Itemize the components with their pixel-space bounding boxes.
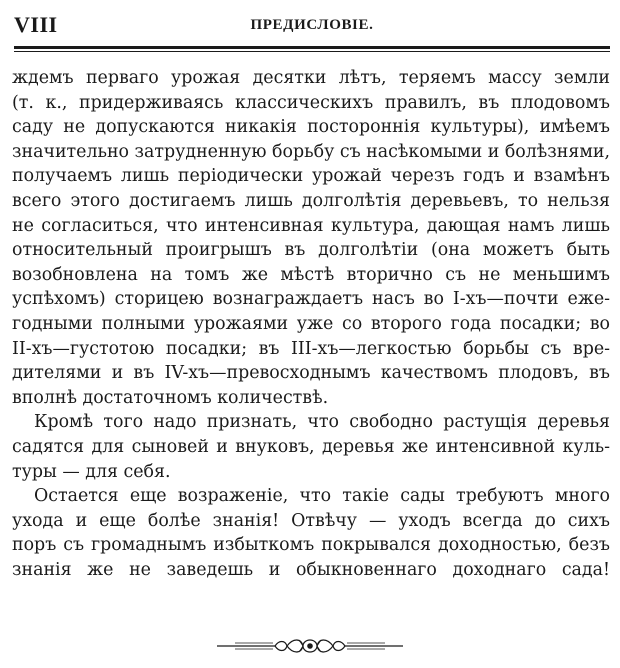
text-line: возобновлена на томъ же мѣстѣ вторично съ не меньшимъ xyxy=(12,264,610,285)
text-line: всего этого достигаемъ лишь долголѣтія деревьевъ, то нельзя xyxy=(12,190,610,211)
tailpiece-ornament-icon xyxy=(215,636,405,656)
text-line: получаемъ лишь періодически урожай черезъ годъ и взамѣнъ xyxy=(12,166,610,187)
text-line: вполнѣ достаточномъ количествѣ. xyxy=(12,387,329,408)
body-text xyxy=(12,66,610,582)
running-title: ПРЕДИСЛОВІЕ. xyxy=(250,17,374,33)
text-line: садятся для сыновей и внуковъ, деревья же интенсивной куль- xyxy=(12,436,610,457)
text-line: знанія же не заведешь и обыкновеннаго доходнаго сада! xyxy=(12,559,610,580)
text-line: относительный проигрышъ въ долголѣтіи (она можетъ быть xyxy=(12,240,610,261)
text-line: туры — для себя. xyxy=(12,461,171,482)
page-number: VIII xyxy=(14,12,58,37)
text-line: дителями и въ IV-хъ—превосходнымъ качествомъ плодовъ, въ xyxy=(12,363,610,384)
text-line: успѣхомъ) сторицею вознаграждаетъ насъ во I-хъ—почти еже- xyxy=(12,289,610,310)
page-header xyxy=(14,12,610,46)
text-line: значительно затрудненную борьбу съ насѣкомыми и болѣзнями, xyxy=(12,141,610,162)
text-line: Остается еще возраженіе, что такіе сады требуютъ много xyxy=(34,486,610,507)
text-line: ухода и еще болѣе знанія! Отвѣчу — уходъ всегда до сихъ xyxy=(12,510,610,531)
text-line: Кромѣ того надо признать, что свободно растущія деревья xyxy=(34,412,610,433)
header-rule-thick xyxy=(14,46,610,49)
text-line: не согласиться, что интенсивная культура, дающая намъ лишь xyxy=(12,215,610,236)
text-line: II-хъ—густотою посадки; въ III-хъ—легкостью борьбы съ вре- xyxy=(12,338,610,359)
text-line: саду не допускаются никакія постороннія культуры), имѣемъ xyxy=(12,117,610,138)
text-line: (т. к., придерживаясь классическихъ правилъ, въ плодовомъ xyxy=(12,92,610,113)
text-line: ждемъ перваго урожая десятки лѣтъ, теряемъ массу земли xyxy=(12,68,610,88)
header-rule-thin xyxy=(14,51,610,52)
text-line: годными полными урожаями уже со второго года посадки; во xyxy=(12,313,610,334)
text-line: поръ съ громаднымъ избыткомъ покрывался доходностью, безъ xyxy=(12,535,610,556)
